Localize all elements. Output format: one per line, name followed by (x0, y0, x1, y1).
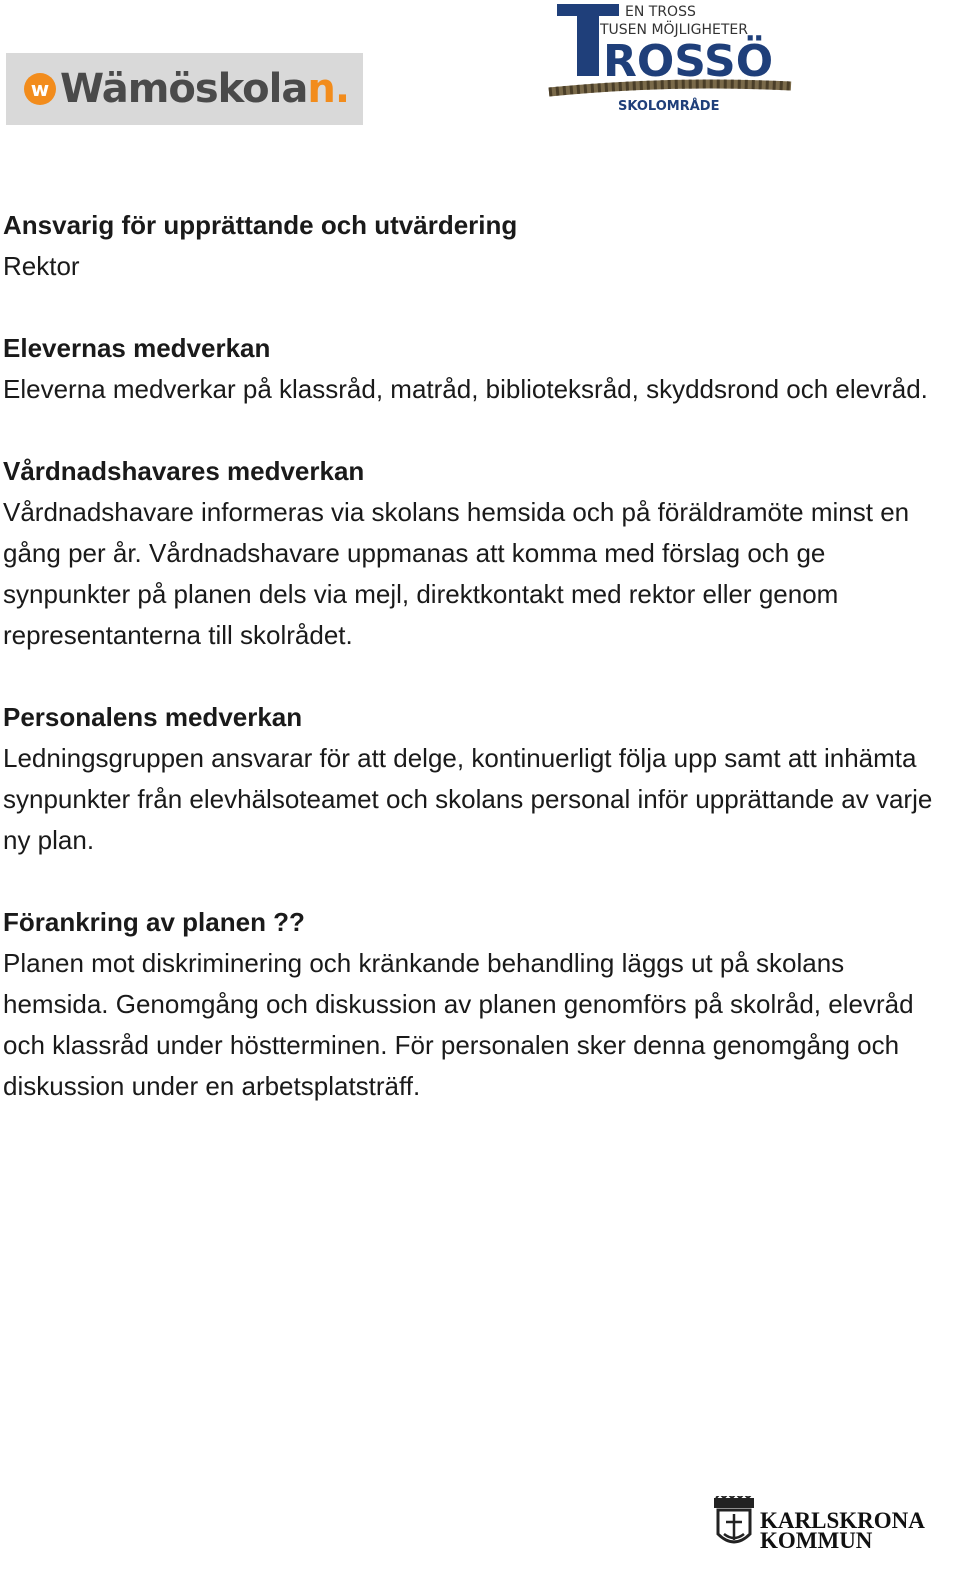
crown-crest-icon (714, 1496, 754, 1542)
trosso-logo (545, 0, 795, 118)
section-guardians (3, 451, 953, 656)
section-heading: Personalens medverkan (3, 702, 303, 732)
wamoskolan-name-accent: n. (307, 66, 350, 112)
wamoskolan-badge-icon: w (24, 73, 56, 105)
page-header (0, 0, 960, 140)
trosso-t-stem (577, 4, 599, 76)
trosso-sub: SKOLOMRÅDE (618, 99, 720, 114)
document-body (3, 205, 953, 1148)
trosso-name: ROSSÖ (603, 36, 774, 87)
karlskrona-kommun-logo (712, 1496, 952, 1556)
section-heading: Vårdnadshavares medverkan (3, 456, 365, 486)
section-students (3, 328, 953, 410)
wamoskolan-logo-text (60, 66, 349, 112)
section-body: Vårdnadshavare informeras via skolans hemsida och på föräldramöte minst en gång per år. Vårdnadshavare uppmanas att komma med förslag och ge synpunkter på planen dels via mejl, direktkontakt med rektor eller genom representanterna till skolrådet. (3, 497, 910, 650)
section-heading: Ansvarig för upprättande och utvärdering (3, 210, 518, 240)
section-body: Rektor (3, 251, 80, 281)
wamoskolan-name: Wämöskola (60, 66, 308, 112)
section-staff (3, 697, 953, 861)
section-body: Planen mot diskriminering och kränkande behandling läggs ut på skolans hemsida. Genomgång och diskussion av planen genomförs på skolråd, elevråd och klassråd under höstterminen. För personalen sker denna genomgång och diskussion under en arbetsplatsträff. (3, 948, 914, 1101)
karlskrona-line1: KARLSKRONA (760, 1508, 925, 1533)
section-heading: Elevernas medverkan (3, 333, 271, 363)
section-responsible (3, 205, 953, 287)
section-heading: Förankring av planen ?? (3, 907, 305, 937)
trosso-line1: EN TROSS (625, 4, 696, 20)
section-body: Eleverna medverkar på klassråd, matråd, biblioteksråd, skyddsrond och elevråd. (3, 374, 928, 404)
section-body: Ledningsgruppen ansvarar för att delge, kontinuerligt följa upp samt att inhämta synpunkter från elevhälsoteamet och skolans personal inför upprättande av varje ny plan. (3, 743, 933, 855)
wamoskolan-logo (6, 53, 363, 125)
karlskrona-line2: KOMMUN (760, 1528, 873, 1553)
trosso-line2: TUSEN MÖJLIGHETER (600, 22, 748, 38)
section-anchoring (3, 902, 953, 1107)
